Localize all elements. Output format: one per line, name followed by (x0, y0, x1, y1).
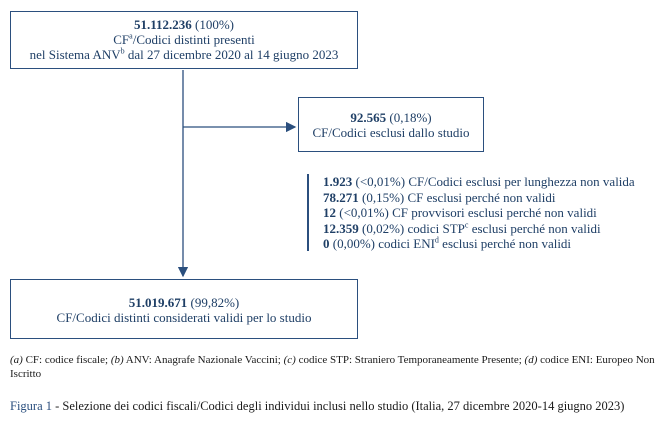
exclusion-details (307, 174, 635, 252)
exclusion-item-text: (0,15%) CF esclusi perché non validi (358, 189, 556, 205)
excluded-headline (299, 110, 483, 125)
exclusion-details-bar (307, 174, 309, 251)
total-desc-rest: /Codici distinti presenti (132, 32, 255, 47)
excluded-count: 92.565 (350, 110, 387, 125)
valid-count: 51.019.671 (128, 295, 188, 310)
exclusion-item (323, 221, 635, 237)
footnote-ref-b: b (120, 46, 125, 56)
total-desc-anv: nel Sistema ANV (29, 47, 121, 62)
footnote-ref-d: d (434, 235, 439, 245)
exclusion-item-count: 78.271 (323, 189, 359, 205)
footnote-text-b: ANV: Anagrafe Nazionale Vaccini; (123, 354, 284, 366)
exclusion-item (323, 205, 635, 221)
footnote-tag-c: (c) (283, 354, 296, 366)
exclusion-item-text: (0,00%) codici ENI (329, 236, 435, 251)
valid-headline (11, 295, 357, 310)
total-desc-cf: CF (113, 32, 130, 47)
figure-caption-text: - Selezione dei codici fiscali/Codici degli individui inclusi nello studio (Italia, 27 dicembre 2020-14 giugno 2023) (52, 399, 625, 413)
total-pct: (100%) (195, 17, 235, 32)
footnotes (10, 353, 660, 381)
footnote-tag-b: (b) (110, 354, 124, 366)
footnote-ref-a: a (129, 31, 133, 41)
valid-label: CF/Codici distinti considerati validi per lo studio (56, 310, 312, 325)
total-codes-box (10, 11, 358, 69)
total-desc-dates: dal 27 dicembre 2020 al 14 giugno 2023 (124, 47, 339, 62)
footnote-tag-d: (d) (524, 354, 538, 366)
exclusion-item-text: (0,02%) codici STP (358, 220, 465, 236)
footnote-text-d: codice ENI: Europeo Non Iscritto (10, 354, 655, 380)
excluded-pct: (0,18%) (389, 110, 432, 125)
footnote-text-a: CF: codice fiscale; (22, 354, 111, 366)
exclusion-item (323, 236, 635, 252)
figure-label: Figura 1 (10, 399, 53, 413)
footnote-ref-c: c (464, 220, 469, 230)
total-codes-desc-1 (11, 32, 357, 47)
exclusion-item-text: (<0,01%) CF/Codici esclusi per lunghezza non valida (352, 174, 635, 189)
exclusion-item-count: 0 (323, 236, 330, 251)
footnote-text-c: codice STP: Straniero Temporaneamente Presente; (295, 354, 525, 366)
total-codes-desc-2 (11, 47, 357, 62)
exclusion-item (323, 190, 635, 206)
exclusion-item-count: 12 (323, 205, 336, 220)
total-codes-headline (11, 17, 357, 32)
exclusion-item-count: 1.923 (323, 174, 353, 189)
excluded-codes-box (298, 97, 484, 152)
footnote-tag-a: (a) (10, 354, 23, 366)
valid-pct: (99,82%) (190, 295, 240, 310)
excluded-label: CF/Codici esclusi dallo studio (312, 125, 470, 140)
valid-codes-box (10, 279, 358, 339)
exclusion-item-text: (<0,01%) CF provvisori esclusi perché non validi (336, 205, 597, 220)
exclusion-item-text-tail: esclusi perché non validi (438, 236, 572, 251)
exclusion-item-text-tail: esclusi perché non validi (468, 220, 601, 236)
figure-caption (10, 399, 624, 414)
exclusion-item (323, 174, 635, 190)
total-count: 51.112.236 (133, 17, 192, 32)
exclusion-item-count: 12.359 (323, 220, 359, 236)
